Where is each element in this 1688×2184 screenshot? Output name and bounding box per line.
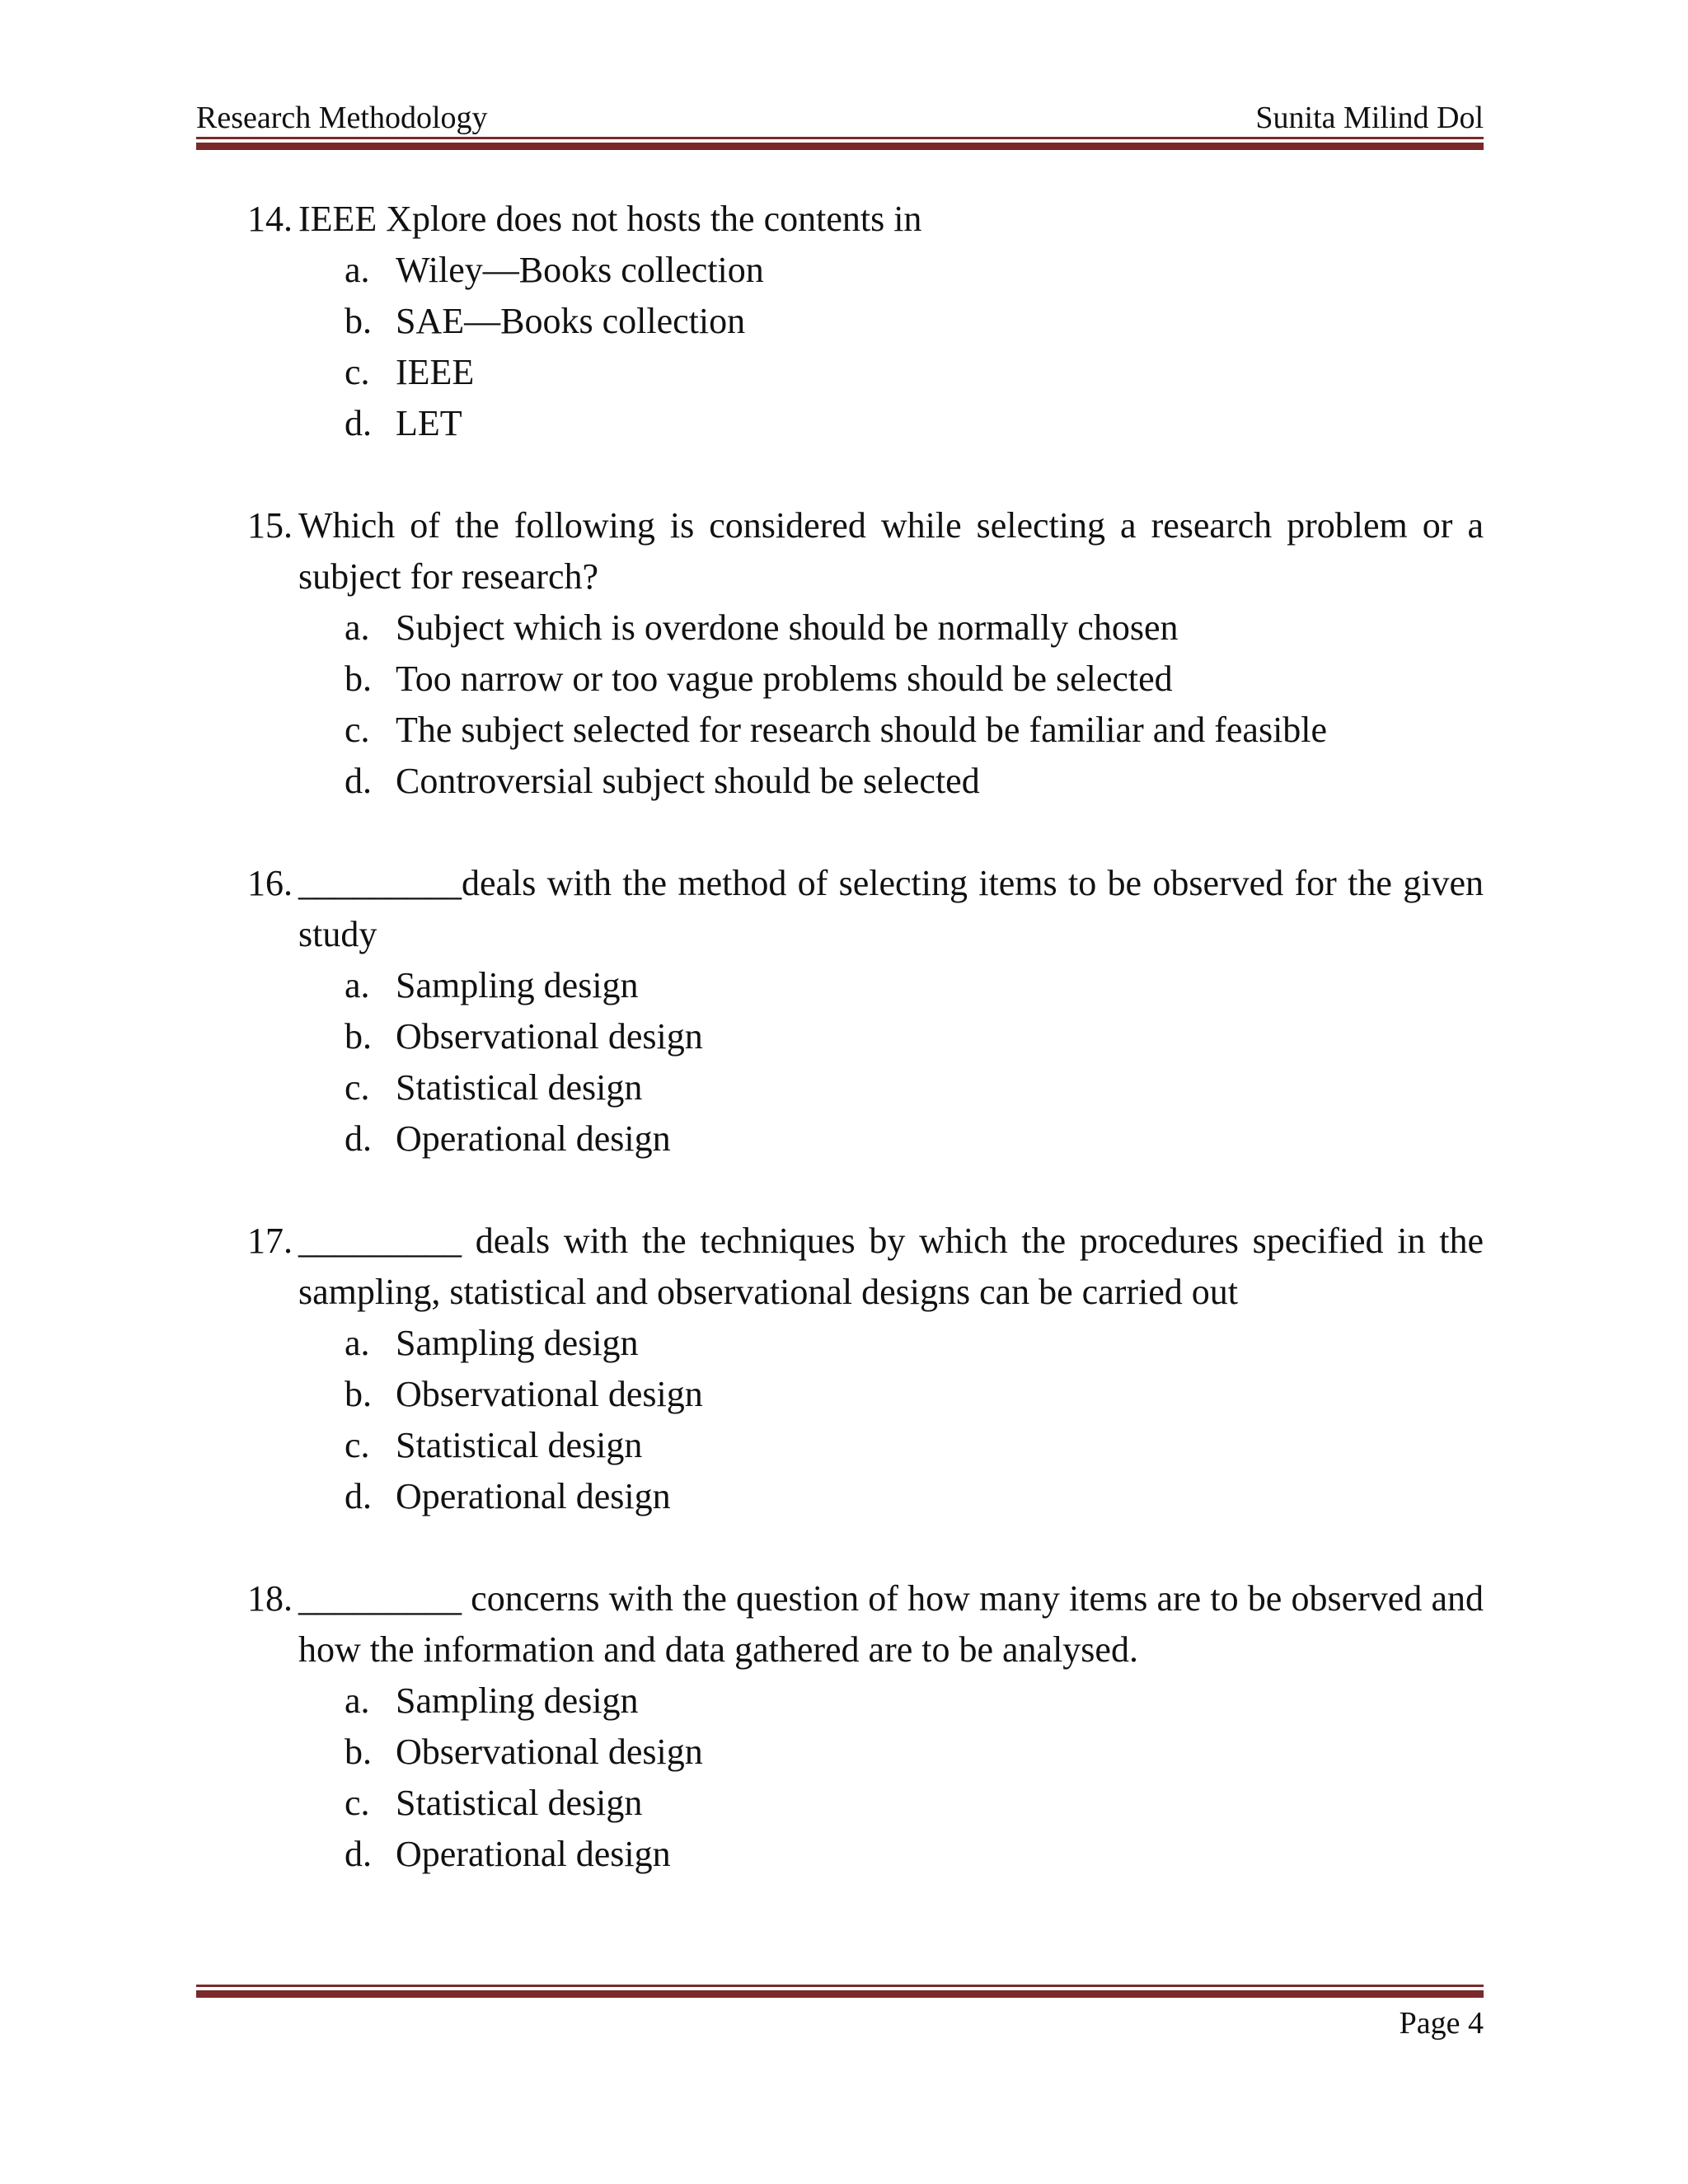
option-letter: c. (345, 1783, 370, 1823)
option-letter: c. (345, 1067, 370, 1108)
header-author: Sunita Milind Dol (1255, 101, 1484, 135)
option-letter: d. (345, 403, 372, 443)
option-c (247, 347, 1484, 398)
option-letter: a. (345, 1323, 370, 1363)
option-letter: b. (345, 1732, 372, 1772)
page-number: Page 4 (1399, 2006, 1484, 2041)
option-c (247, 1062, 1484, 1113)
question-text: _________ concerns with the question of how many items are to be observed and how the information and data gathered are to be analysed. (298, 1578, 1484, 1670)
option-letter: a. (345, 1680, 370, 1721)
option-letter: b. (345, 1374, 372, 1414)
question-stem (247, 1573, 1484, 1675)
option-a (247, 245, 1484, 296)
option-list (247, 960, 1484, 1165)
option-list (247, 1675, 1484, 1880)
option-list (247, 1318, 1484, 1522)
option-letter: d. (345, 761, 372, 801)
question-number: 14. (247, 199, 293, 239)
option-letter: b. (345, 1016, 372, 1057)
option-b (247, 1727, 1484, 1778)
option-text: The subject selected for research should be familiar and feasible (396, 710, 1328, 750)
option-text: Controversial subject should be selected (396, 761, 980, 801)
option-list (247, 602, 1484, 807)
header-title: Research Methodology (196, 101, 488, 135)
question-17 (247, 1216, 1484, 1522)
option-b (247, 1369, 1484, 1420)
question-number: 17. (247, 1221, 293, 1261)
option-b (247, 296, 1484, 347)
option-text: Operational design (396, 1834, 671, 1874)
option-b (247, 1011, 1484, 1062)
question-number: 15. (247, 505, 293, 546)
question-text: IEEE Xplore does not hosts the contents in (298, 199, 922, 239)
question-stem (247, 500, 1484, 602)
option-d (247, 1471, 1484, 1522)
question-stem (247, 194, 1484, 245)
option-c (247, 1778, 1484, 1829)
question-15 (247, 500, 1484, 807)
option-text: Subject which is overdone should be normally chosen (396, 607, 1179, 648)
option-b (247, 654, 1484, 705)
option-letter: b. (345, 301, 372, 341)
question-18 (247, 1573, 1484, 1880)
option-c (247, 1420, 1484, 1471)
option-a (247, 960, 1484, 1011)
option-letter: c. (345, 710, 370, 750)
option-text: Wiley—Books collection (396, 250, 764, 290)
option-text: Observational design (396, 1732, 703, 1772)
option-letter: d. (345, 1834, 372, 1874)
question-stem (247, 1216, 1484, 1318)
question-stem (247, 858, 1484, 960)
question-number: 16. (247, 863, 293, 903)
question-text: _________ deals with the techniques by which the procedures specified in the sampling, statistical and observational designs can be carried out (298, 1221, 1484, 1312)
option-a (247, 1675, 1484, 1727)
option-letter: a. (345, 607, 370, 648)
option-text: IEEE (396, 352, 475, 392)
header-rule (196, 137, 1484, 150)
question-list (247, 194, 1484, 1931)
option-d (247, 756, 1484, 807)
option-text: Statistical design (396, 1425, 643, 1465)
question-text: Which of the following is considered while selecting a research problem or a subject for research? (298, 505, 1484, 597)
question-14 (247, 194, 1484, 449)
option-text: Statistical design (396, 1067, 643, 1108)
option-text: LET (396, 403, 462, 443)
option-text: Sampling design (396, 1680, 639, 1721)
option-letter: d. (345, 1476, 372, 1516)
question-text: _________deals with the method of selecting items to be observed for the given study (298, 863, 1484, 954)
option-text: Too narrow or too vague problems should be selected (396, 658, 1173, 699)
footer-rule (196, 1985, 1484, 1998)
option-d (247, 398, 1484, 449)
option-text: Observational design (396, 1374, 703, 1414)
option-text: Sampling design (396, 965, 639, 1005)
option-list (247, 245, 1484, 449)
option-text: Operational design (396, 1476, 671, 1516)
option-letter: b. (345, 658, 372, 699)
option-c (247, 705, 1484, 756)
option-letter: c. (345, 352, 370, 392)
option-text: Observational design (396, 1016, 703, 1057)
question-number: 18. (247, 1578, 293, 1619)
option-a (247, 602, 1484, 654)
option-letter: d. (345, 1118, 372, 1159)
question-16 (247, 858, 1484, 1165)
option-a (247, 1318, 1484, 1369)
option-letter: c. (345, 1425, 370, 1465)
option-letter: a. (345, 250, 370, 290)
option-text: SAE—Books collection (396, 301, 746, 341)
option-text: Sampling design (396, 1323, 639, 1363)
option-d (247, 1113, 1484, 1165)
option-letter: a. (345, 965, 370, 1005)
option-text: Statistical design (396, 1783, 643, 1823)
option-d (247, 1829, 1484, 1880)
option-text: Operational design (396, 1118, 671, 1159)
page-header (196, 97, 1484, 138)
